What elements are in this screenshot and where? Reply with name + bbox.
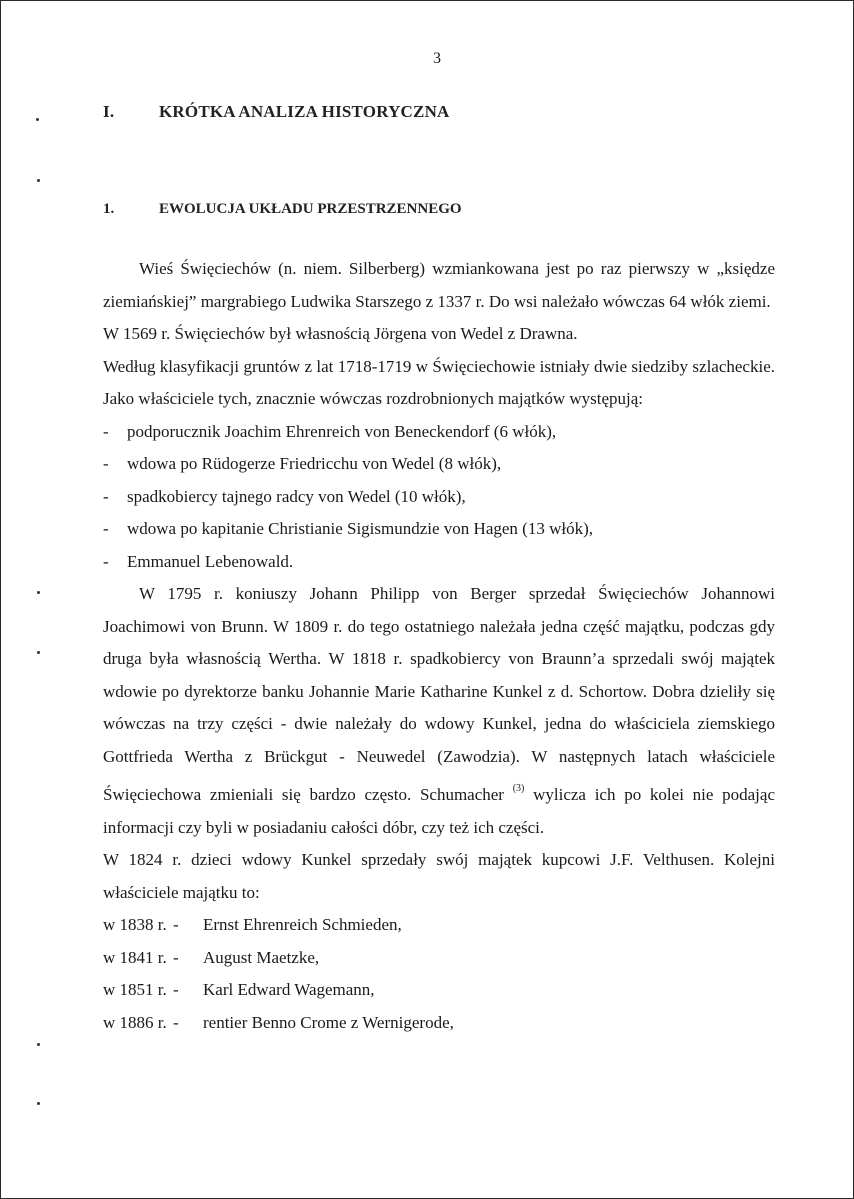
list-item (103, 448, 775, 481)
list-dash: - (103, 454, 109, 473)
scan-mark (37, 179, 40, 182)
scan-mark (36, 118, 39, 121)
scan-mark (37, 651, 40, 654)
chapter-number: I. (103, 102, 115, 121)
list-dash: - (103, 551, 109, 571)
chapter-heading (103, 102, 450, 122)
list-item (103, 513, 775, 546)
owner-year: w 1841 r. (103, 947, 167, 967)
owner-row (103, 942, 775, 975)
list-item (103, 546, 775, 579)
owner-row (103, 1007, 775, 1040)
list-dash: - (103, 486, 109, 506)
scan-mark (37, 1102, 40, 1105)
section-number: 1. (103, 201, 115, 217)
section-title: EWOLUCJA UKŁADU PRZESTRZENNEGO (159, 201, 462, 217)
paragraph-classification: Według klasyfikacji gruntów z lat 1718-1719 w Święciechowie istniały dwie siedziby szlacheckie. Jako właściciele tych, znacznie wówczas rozdrobnionych majątków występują: (103, 356, 775, 408)
owner-separator: - (173, 1012, 179, 1032)
owner-year: w 1851 r. (103, 980, 167, 999)
owner-separator: - (173, 980, 179, 999)
paragraph-1795-tail: wylicza ich po kolei nie podając informacji czy byli w posiadaniu całości dóbr, czy też ich części. (103, 785, 775, 837)
paragraph-1569: W 1569 r. Święciechów był własnością Jörgena von Wedel z Drawna. (103, 324, 578, 343)
owner-name: Ernst Ehrenreich Schmieden, (203, 915, 402, 934)
owner-separator: - (173, 947, 179, 967)
list-item-text: podporucznik Joachim Ehrenreich von Beneckendorf (6 włók), (127, 421, 557, 441)
paragraph-intro: Wieś Święciechów (n. niem. Silberberg) wzmiankowana jest po raz pierwszy w „księdze ziemiańskiej” margrabiego Ludwika Starszego z 1337 r. Do wsi należało wówczas 64 włók ziemi. (103, 259, 775, 311)
owner-separator: - (173, 915, 179, 934)
owner-year: w 1838 r. (103, 915, 167, 934)
paragraph-1795-text: W 1795 r. koniuszy Johann Philipp von Berger sprzedał Święciechów Johannowi Joachimowi von Brunn. W 1809 r. do tego ostatniego należała jedna część majątku, podczas gdy druga była własnością Wertha. W 1818 r. spadkobiercy von Braunn’a sprzedali swój majątek wdowie po dyrektorze banku Johannie Marie Katharine Kunkel z d. Schortow. Dobra dzieliły się wówczas na trzy części - dwie należały do wdowy Kunkel, jedna do właściciela ziemskiego Gottfrieda Wertha z Brückgut - Neuwedel (Zawodzia). W następnych latach właściciele Święciechowa zmieniali się bardzo często. Schumacher (103, 584, 775, 804)
list-item-text: spadkobiercy tajnego radcy von Wedel (10 włók), (127, 486, 466, 506)
list-dash: - (103, 519, 109, 538)
owner-name: rentier Benno Crome z Wernigerode, (203, 1012, 454, 1032)
paragraph-1824: W 1824 r. dzieci wdowy Kunkel sprzedały swój majątek kupcowi J.F. Velthusen. Kolejni właściciele majątku to: (103, 850, 775, 902)
owner-row (103, 909, 775, 942)
owner-name: Karl Edward Wagemann, (203, 980, 375, 999)
owner-row (103, 974, 775, 1007)
footnote-reference: (3) (512, 783, 525, 794)
body-text (103, 253, 775, 1039)
estate-list (103, 416, 775, 579)
page-number: 3 (433, 50, 441, 67)
owner-list (103, 909, 775, 1039)
paragraph-1795 (103, 578, 775, 844)
list-dash: - (103, 421, 109, 441)
list-item-text: wdowa po kapitanie Christianie Sigismundzie von Hagen (13 włók), (127, 519, 593, 538)
owner-name: August Maetzke, (203, 947, 320, 967)
scan-mark (37, 1043, 40, 1046)
list-item-text: wdowa po Rüdogerze Friedricchu von Wedel (8 włók), (127, 454, 502, 473)
section-heading (103, 201, 462, 218)
list-item (103, 481, 775, 514)
list-item (103, 416, 775, 449)
chapter-title: KRÓTKA ANALIZA HISTORYCZNA (159, 102, 450, 121)
list-item-text: Emmanuel Lebenowald. (127, 551, 294, 571)
owner-year: w 1886 r. (103, 1012, 167, 1032)
scan-mark (37, 591, 40, 594)
